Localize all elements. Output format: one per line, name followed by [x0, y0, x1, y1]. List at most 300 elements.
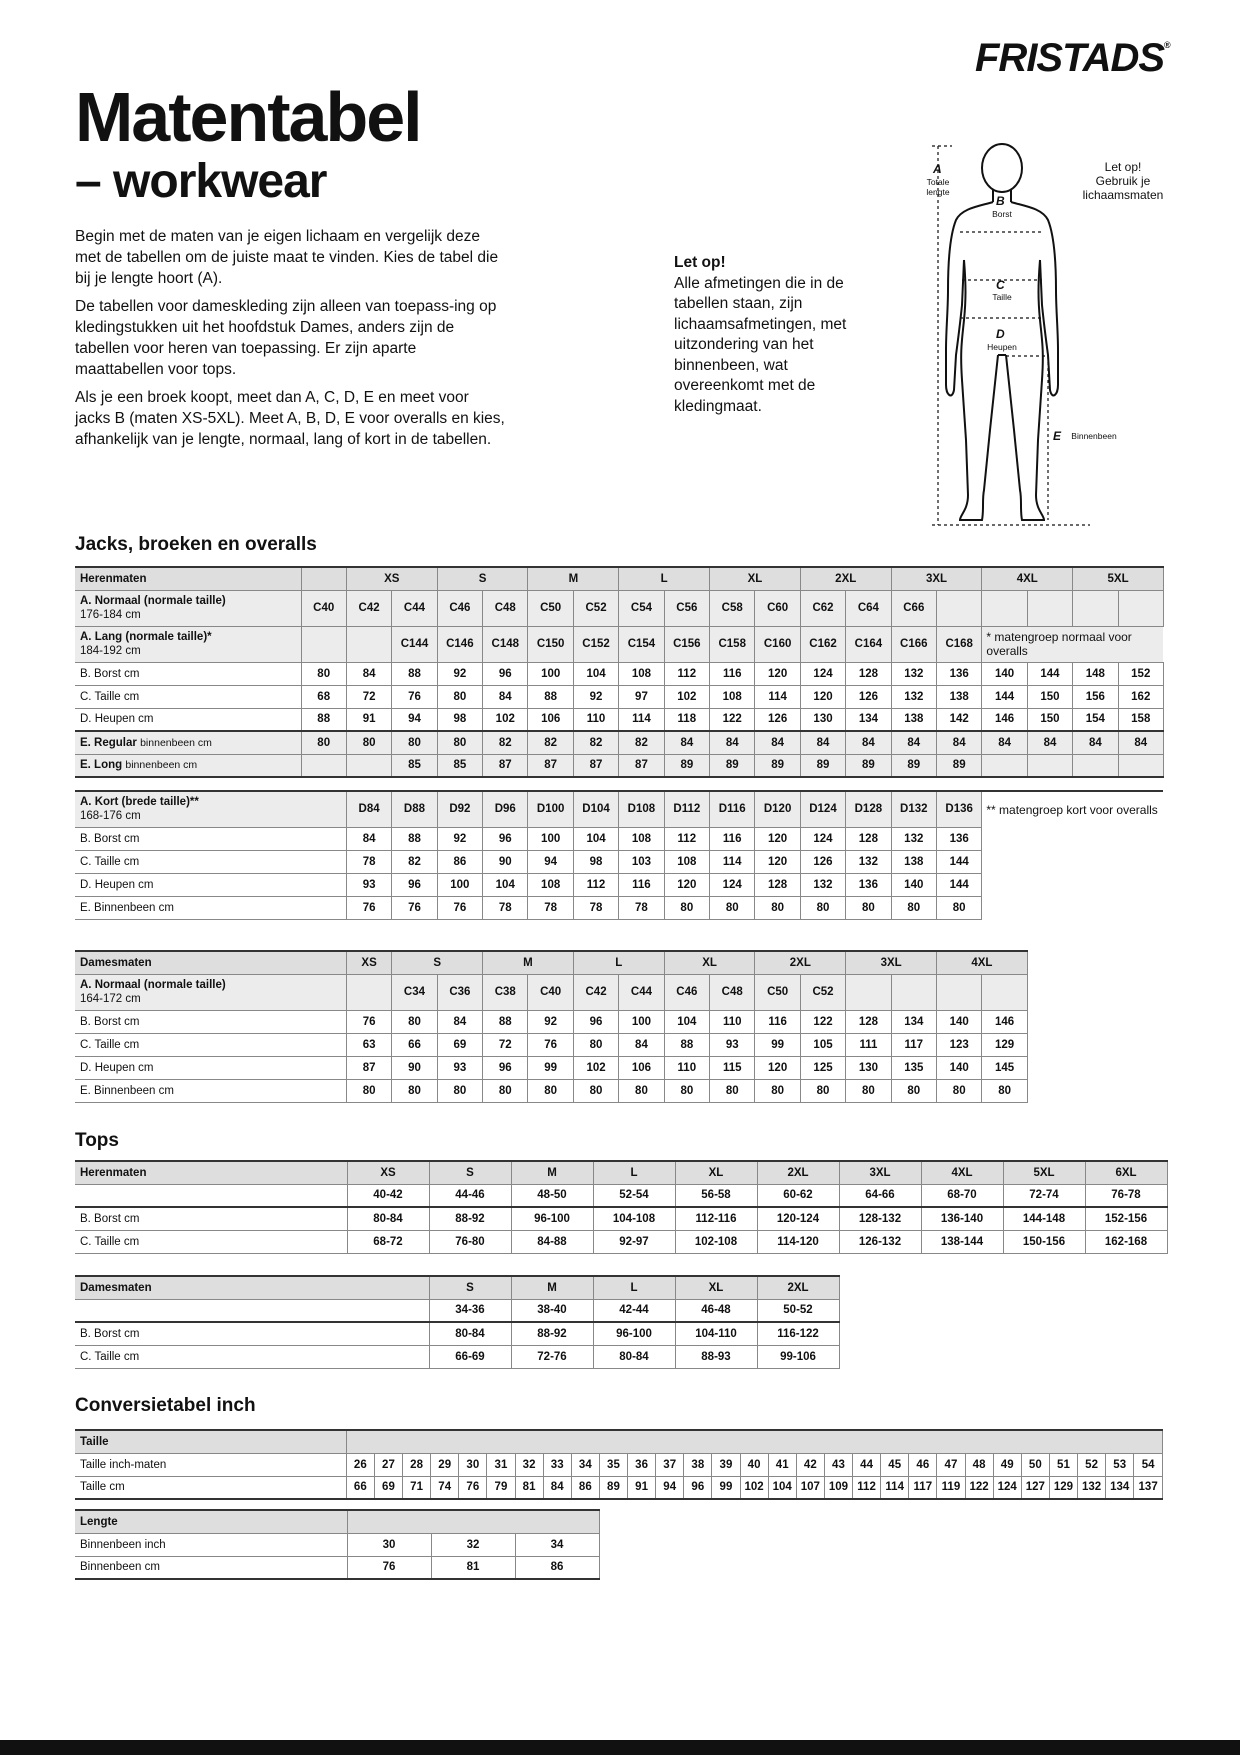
short-waist-cell: 144 [936, 850, 981, 873]
women-normal-cell: C40 [528, 974, 573, 1010]
men-hips-row [75, 708, 1163, 731]
short-waist-cell: 103 [619, 850, 664, 873]
tops-men-waist-cell: 162-168 [1085, 1230, 1167, 1253]
short-size-cell: D96 [483, 791, 528, 827]
waist-conv-cm-cell: 66 [346, 1476, 374, 1499]
short-chest-cell: 108 [619, 827, 664, 850]
men-size-header: 3XL [891, 567, 982, 590]
tops-women-ranges-row [75, 1299, 839, 1322]
waist-conv-cm-cell: 137 [1134, 1476, 1163, 1499]
women-normal-cell: C36 [437, 974, 482, 1010]
tops-men-range-cell: 64-66 [839, 1184, 921, 1207]
women-normal-cell: C34 [392, 974, 437, 1010]
tops-men-chest-cell: 112-116 [675, 1207, 757, 1230]
women-waist-row [75, 1033, 1027, 1056]
women-normal-empty [982, 974, 1027, 1010]
men-ereg-cell: 82 [528, 731, 573, 754]
section-conversion: Conversietabel inch [75, 1395, 256, 1416]
short-size-cell: D108 [619, 791, 664, 827]
waist-conv-cm-cell: 86 [571, 1476, 599, 1499]
tops-men-chest-cell: 152-156 [1085, 1207, 1167, 1230]
tops-men-size-header: 3XL [839, 1161, 921, 1184]
short-hips-cell: 136 [846, 873, 891, 896]
women-header-row [75, 951, 1027, 974]
tops-women-header-label: Damesmaten [75, 1276, 429, 1299]
short-inseam-cell: 76 [437, 896, 482, 919]
waist-conv-cm-cell: 112 [853, 1476, 881, 1499]
intro-paragraph-1: Begin met de maten van je eigen lichaam en vergelijk deze met de tabellen om de juiste maat te vinden. Kies de tabel die bij je lengte hoort (A). [75, 228, 499, 287]
tops-men-waist-cell: 68-72 [347, 1230, 429, 1253]
short-hips-cell: 104 [483, 873, 528, 896]
tops-women-chest-cell: 88-92 [511, 1322, 593, 1345]
men-ereg-cell: 84 [891, 731, 936, 754]
men-size-header: L [619, 567, 710, 590]
women-waist-cell: 105 [800, 1033, 845, 1056]
men-ereg-sub: binnenbeen cm [140, 736, 212, 749]
men-normal-cell: C54 [619, 590, 664, 626]
men-normal-cell: C64 [846, 590, 891, 626]
women-normal-cell: C50 [755, 974, 800, 1010]
women-waist-cell: 76 [528, 1033, 573, 1056]
men-long-cell: C158 [710, 626, 755, 662]
waist-conv-cm-cell: 117 [909, 1476, 937, 1499]
tops-women-chest-cell: 104-110 [675, 1322, 757, 1345]
women-waist-cell: 84 [619, 1033, 664, 1056]
tops-women-waist-label: C. Taille cm [75, 1345, 429, 1368]
note-text: Alle afmetingen die in de tabellen staan, zijn lichaamsafmetingen, met uitzondering van het binnenbeen, wat overeenkomt met de kledingmaat. [674, 274, 847, 415]
men-normal-label [75, 590, 301, 626]
men-elong-cell: 89 [664, 754, 709, 777]
men-ereg-cell: 84 [982, 731, 1027, 754]
men-long-cell: C154 [619, 626, 664, 662]
men-long-cell: C164 [846, 626, 891, 662]
short-inseam-cell: 78 [573, 896, 618, 919]
women-size-header: 3XL [846, 951, 937, 974]
women-hips-cell: 130 [846, 1056, 891, 1079]
women-hips-cell: 135 [891, 1056, 936, 1079]
short-chest-cell: 104 [573, 827, 618, 850]
men-elong-cell: 87 [573, 754, 618, 777]
men-hips-cell: 106 [528, 708, 573, 731]
men-normal-empty [1027, 590, 1072, 626]
women-chest-cell: 122 [800, 1010, 845, 1033]
women-waist-cell: 72 [483, 1033, 528, 1056]
men-elong-cell: 87 [619, 754, 664, 777]
tops-men-ranges-label [75, 1184, 347, 1207]
short-header-row [75, 791, 1163, 827]
tops-women-ranges-label [75, 1299, 429, 1322]
tops-men-range-cell: 60-62 [757, 1184, 839, 1207]
waist-conv-inch-cell: 34 [571, 1453, 599, 1476]
men-elong-empty [1073, 754, 1118, 777]
waist-conv-cm-cell: 102 [740, 1476, 768, 1499]
men-long-label-text: A. Lang (normale taille)* [80, 631, 212, 643]
women-waist-cell: 123 [937, 1033, 982, 1056]
short-inseam-cell: 78 [528, 896, 573, 919]
short-inseam-cell: 80 [891, 896, 936, 919]
women-header-label: Damesmaten [75, 951, 346, 974]
men-short-table [75, 790, 1163, 920]
length-conv-inch-row [75, 1533, 599, 1556]
tops-men-chest-label: B. Borst cm [75, 1207, 347, 1230]
men-waist-cell: 68 [301, 685, 346, 708]
men-ereg-cell: 82 [619, 731, 664, 754]
short-hips-cell: 93 [346, 873, 391, 896]
women-chest-cell: 92 [528, 1010, 573, 1033]
men-long-label [75, 626, 301, 662]
men-ereg-cell: 80 [437, 731, 482, 754]
men-ereg-label-text: E. Regular [80, 736, 137, 749]
waist-conv-header-row [75, 1430, 1163, 1453]
short-waist-cell: 126 [800, 850, 845, 873]
men-sizes-table [75, 566, 1164, 778]
women-waist-cell: 69 [437, 1033, 482, 1056]
short-waist-cell: 78 [346, 850, 391, 873]
waist-conv-inch-cell: 54 [1134, 1453, 1163, 1476]
women-waist-cell: 93 [710, 1033, 755, 1056]
men-chest-cell: 152 [1118, 662, 1163, 685]
short-waist-label: C. Taille cm [75, 850, 346, 873]
women-normal-empty [846, 974, 891, 1010]
section-tops: Tops [75, 1130, 119, 1151]
men-hips-cell: 110 [573, 708, 618, 731]
waist-conv-inch-cell: 38 [684, 1453, 712, 1476]
short-waist-cell: 120 [755, 850, 800, 873]
men-chest-cell: 116 [710, 662, 755, 685]
tops-men-chest-cell: 96-100 [511, 1207, 593, 1230]
waist-conv-header-blank [346, 1430, 1162, 1453]
women-hips-cell: 102 [573, 1056, 618, 1079]
women-inseam-cell: 80 [846, 1079, 891, 1102]
tops-men-range-cell: 72-74 [1003, 1184, 1085, 1207]
men-waist-cell: 114 [755, 685, 800, 708]
women-inseam-label: E. Binnenbeen cm [75, 1079, 346, 1102]
men-hips-cell: 134 [846, 708, 891, 731]
short-hips-cell: 132 [800, 873, 845, 896]
short-chest-cell: 124 [800, 827, 845, 850]
waist-conv-header-label: Taille [75, 1430, 346, 1453]
tops-women-chest-cell: 116-122 [757, 1322, 839, 1345]
short-chest-cell: 92 [437, 827, 482, 850]
figure-label-d: D [996, 327, 1005, 341]
tops-men-size-header: M [511, 1161, 593, 1184]
men-chest-cell: 128 [846, 662, 891, 685]
tops-men-waist-cell: 92-97 [593, 1230, 675, 1253]
waist-conv-inch-cell: 49 [993, 1453, 1021, 1476]
women-chest-cell: 110 [710, 1010, 755, 1033]
short-chest-cell: 116 [710, 827, 755, 850]
men-waist-label: C. Taille cm [75, 685, 301, 708]
men-ereg-cell: 84 [1118, 731, 1163, 754]
men-elong-label [75, 754, 301, 777]
men-chest-cell: 84 [346, 662, 391, 685]
men-size-header: 5XL [1073, 567, 1164, 590]
short-size-cell: D88 [392, 791, 437, 827]
men-chest-cell: 140 [982, 662, 1027, 685]
short-inseam-cell: 78 [483, 896, 528, 919]
women-waist-cell: 63 [346, 1033, 391, 1056]
women-inseam-cell: 80 [392, 1079, 437, 1102]
short-chest-cell: 88 [392, 827, 437, 850]
short-waist-cell: 132 [846, 850, 891, 873]
men-elong-empty [301, 754, 346, 777]
waist-conv-inch-cell: 41 [768, 1453, 796, 1476]
men-ereg-cell: 84 [846, 731, 891, 754]
men-ereg-cell: 84 [710, 731, 755, 754]
waist-conv-cm-cell: 114 [881, 1476, 909, 1499]
short-size-cell: D132 [891, 791, 936, 827]
men-waist-cell: 102 [664, 685, 709, 708]
women-chest-cell: 104 [664, 1010, 709, 1033]
short-inseam-cell: 76 [346, 896, 391, 919]
men-ereg-cell: 82 [573, 731, 618, 754]
tops-men-range-cell: 44-46 [429, 1184, 511, 1207]
tops-men-ranges-row [75, 1184, 1167, 1207]
waist-conv-cm-label: Taille cm [75, 1476, 346, 1499]
tops-women-size-header: 2XL [757, 1276, 839, 1299]
men-ereg-cell: 80 [301, 731, 346, 754]
men-chest-cell: 108 [619, 662, 664, 685]
short-size-cell: D124 [800, 791, 845, 827]
page-title: Matentabel [75, 78, 421, 156]
waist-conv-inch-cell: 36 [628, 1453, 656, 1476]
women-chest-row [75, 1010, 1027, 1033]
men-normal-label-text: A. Normaal (normale taille) [80, 595, 226, 607]
waist-conv-inch-cell: 46 [909, 1453, 937, 1476]
length-conv-cm-label: Binnenbeen cm [75, 1556, 347, 1579]
tops-women-chest-label: B. Borst cm [75, 1322, 429, 1345]
men-long-cell: C162 [800, 626, 845, 662]
tops-women-waist-cell: 80-84 [593, 1345, 675, 1368]
tops-men-range-cell: 56-58 [675, 1184, 757, 1207]
women-inseam-cell: 80 [982, 1079, 1027, 1102]
tops-men-range-cell: 52-54 [593, 1184, 675, 1207]
men-long-range: 184-192 cm [80, 645, 141, 657]
short-chest-cell: 84 [346, 827, 391, 850]
men-elong-row [75, 754, 1163, 777]
tops-women-table [75, 1275, 840, 1369]
short-blank [982, 873, 1163, 896]
tops-men-waist-cell: 150-156 [1003, 1230, 1085, 1253]
men-waist-row [75, 685, 1163, 708]
men-normal-cell: C52 [573, 590, 618, 626]
body-measurement-figure [900, 140, 1180, 535]
tops-men-chest-cell: 104-108 [593, 1207, 675, 1230]
men-chest-cell: 112 [664, 662, 709, 685]
women-inseam-cell: 80 [710, 1079, 755, 1102]
men-waist-cell: 132 [891, 685, 936, 708]
men-normal-cell: C46 [437, 590, 482, 626]
short-size-cell: D84 [346, 791, 391, 827]
brand-logo: FRISTADS® [975, 36, 1170, 80]
women-size-header: L [573, 951, 664, 974]
women-hips-label: D. Heupen cm [75, 1056, 346, 1079]
waist-conv-inch-cell: 27 [374, 1453, 402, 1476]
tops-men-chest-cell: 80-84 [347, 1207, 429, 1230]
short-blank [982, 896, 1163, 919]
short-chest-cell: 100 [528, 827, 573, 850]
waist-conv-cm-cell: 81 [515, 1476, 543, 1499]
intro-paragraph-2: De tabellen voor dameskleding zijn alleen van toepass-ing op kledingstukken uit het hoofdstuk Dames, anders zijn de tabellen voor heren van toepassing. Er zijn aparte maattabellen voor tops. [75, 298, 497, 378]
men-normal-cell: C62 [800, 590, 845, 626]
men-hips-cell: 102 [483, 708, 528, 731]
section-jacks: Jacks, broeken en overalls [75, 534, 317, 555]
men-chest-cell: 132 [891, 662, 936, 685]
men-waist-cell: 138 [937, 685, 982, 708]
women-sizes-table [75, 950, 1028, 1103]
waist-conv-inch-cell: 32 [515, 1453, 543, 1476]
bottom-bar [0, 1740, 1240, 1755]
tops-women-range-cell: 34-36 [429, 1299, 511, 1322]
tops-women-size-header: M [511, 1276, 593, 1299]
figure-label-d-sub: Heupen [987, 342, 1017, 352]
tops-women-waist-cell: 99-106 [757, 1345, 839, 1368]
men-size-header: 2XL [800, 567, 891, 590]
men-normal-cell: C60 [755, 590, 800, 626]
men-elong-cell: 87 [483, 754, 528, 777]
waist-conv-inch-cell: 28 [403, 1453, 431, 1476]
short-hips-row [75, 873, 1163, 896]
men-header-row [75, 567, 1163, 590]
men-normal-cell: C50 [528, 590, 573, 626]
short-hips-cell: 96 [392, 873, 437, 896]
waist-conv-cm-row [75, 1476, 1163, 1499]
women-inseam-cell: 80 [619, 1079, 664, 1102]
tops-men-range-cell: 48-50 [511, 1184, 593, 1207]
tops-men-size-header: S [429, 1161, 511, 1184]
men-long-cell: C148 [483, 626, 528, 662]
short-inseam-cell: 80 [710, 896, 755, 919]
women-chest-cell: 76 [346, 1010, 391, 1033]
men-ereg-cell: 84 [800, 731, 845, 754]
women-chest-cell: 88 [483, 1010, 528, 1033]
men-hips-cell: 122 [710, 708, 755, 731]
measurement-note [674, 253, 849, 417]
women-waist-cell: 117 [891, 1033, 936, 1056]
women-inseam-cell: 80 [346, 1079, 391, 1102]
women-normal-empty [937, 974, 982, 1010]
women-hips-cell: 110 [664, 1056, 709, 1079]
waist-conv-inch-cell: 39 [712, 1453, 740, 1476]
waist-conv-inch-cell: 50 [1021, 1453, 1049, 1476]
tops-men-chest-cell: 88-92 [429, 1207, 511, 1230]
men-ereg-cell: 84 [937, 731, 982, 754]
men-ereg-cell: 84 [1027, 731, 1072, 754]
men-long-cell: C144 [392, 626, 437, 662]
women-normal-cell: C38 [483, 974, 528, 1010]
short-inseam-cell: 76 [392, 896, 437, 919]
men-long-cell: C146 [437, 626, 482, 662]
women-inseam-cell: 80 [937, 1079, 982, 1102]
short-inseam-row [75, 896, 1163, 919]
waist-conv-cm-cell: 129 [1049, 1476, 1077, 1499]
tops-men-size-header: 4XL [921, 1161, 1003, 1184]
men-ereg-label [75, 731, 301, 754]
men-long-cell: C150 [528, 626, 573, 662]
men-elong-empty [1118, 754, 1163, 777]
waist-conv-inch-cell: 53 [1106, 1453, 1134, 1476]
waist-conv-cm-cell: 109 [824, 1476, 852, 1499]
short-label-text: A. Kort (brede taille)** [80, 796, 199, 809]
women-size-header: 4XL [937, 951, 1028, 974]
short-size-cell: D128 [846, 791, 891, 827]
men-waist-cell: 80 [437, 685, 482, 708]
short-chest-label: B. Borst cm [75, 827, 346, 850]
waist-conv-cm-cell: 69 [374, 1476, 402, 1499]
men-size-header: M [528, 567, 619, 590]
length-conv-header-row [75, 1510, 599, 1533]
short-inseam-cell: 80 [664, 896, 709, 919]
men-normal-cell: C56 [664, 590, 709, 626]
short-waist-row [75, 850, 1163, 873]
tops-men-waist-row [75, 1230, 1167, 1253]
men-hips-cell: 88 [301, 708, 346, 731]
short-size-cell: D112 [664, 791, 709, 827]
short-range: 168-176 cm [80, 810, 141, 823]
men-normal-empty [1118, 590, 1163, 626]
short-inseam-label: E. Binnenbeen cm [75, 896, 346, 919]
women-chest-cell: 116 [755, 1010, 800, 1033]
short-chest-cell: 120 [755, 827, 800, 850]
men-hips-cell: 118 [664, 708, 709, 731]
men-elong-cell: 89 [846, 754, 891, 777]
waist-conv-cm-cell: 79 [487, 1476, 515, 1499]
figure-label-e-sub: Binnenbeen [1071, 431, 1117, 441]
waist-conv-cm-cell: 96 [684, 1476, 712, 1499]
women-inseam-cell: 80 [664, 1079, 709, 1102]
women-size-header: 2XL [755, 951, 846, 974]
short-size-cell: D104 [573, 791, 618, 827]
women-inseam-cell: 80 [437, 1079, 482, 1102]
tops-men-table [75, 1160, 1168, 1254]
women-waist-cell: 129 [982, 1033, 1027, 1056]
short-size-cell: D92 [437, 791, 482, 827]
men-chest-cell: 92 [437, 662, 482, 685]
men-hips-cell: 91 [346, 708, 391, 731]
tops-women-range-cell: 42-44 [593, 1299, 675, 1322]
men-normal-row [75, 590, 1163, 626]
men-elong-cell: 89 [710, 754, 755, 777]
women-waist-cell: 88 [664, 1033, 709, 1056]
waist-conv-inch-cell: 52 [1078, 1453, 1106, 1476]
women-inseam-row [75, 1079, 1027, 1102]
men-chest-cell: 96 [483, 662, 528, 685]
men-waist-cell: 108 [710, 685, 755, 708]
men-elong-cell: 89 [800, 754, 845, 777]
women-chest-label: B. Borst cm [75, 1010, 346, 1033]
tops-women-waist-cell: 88-93 [675, 1345, 757, 1368]
women-hips-cell: 93 [437, 1056, 482, 1079]
men-hips-cell: 126 [755, 708, 800, 731]
short-waist-cell: 114 [710, 850, 755, 873]
women-inseam-cell: 80 [573, 1079, 618, 1102]
short-inseam-cell: 80 [755, 896, 800, 919]
men-normal-cell: C40 [301, 590, 346, 626]
men-hips-cell: 94 [392, 708, 437, 731]
waist-conv-cm-cell: 132 [1078, 1476, 1106, 1499]
short-chest-cell: 112 [664, 827, 709, 850]
short-waist-cell: 86 [437, 850, 482, 873]
men-ereg-row [75, 731, 1163, 754]
women-normal-label-text: A. Normaal (normale taille) [80, 979, 226, 991]
short-hips-cell: 124 [710, 873, 755, 896]
figure-label-b: B [996, 194, 1005, 208]
men-ereg-cell: 82 [483, 731, 528, 754]
men-header-label: Herenmaten [75, 567, 301, 590]
men-elong-cell: 89 [755, 754, 800, 777]
women-normal-empty [891, 974, 936, 1010]
men-waist-cell: 88 [528, 685, 573, 708]
